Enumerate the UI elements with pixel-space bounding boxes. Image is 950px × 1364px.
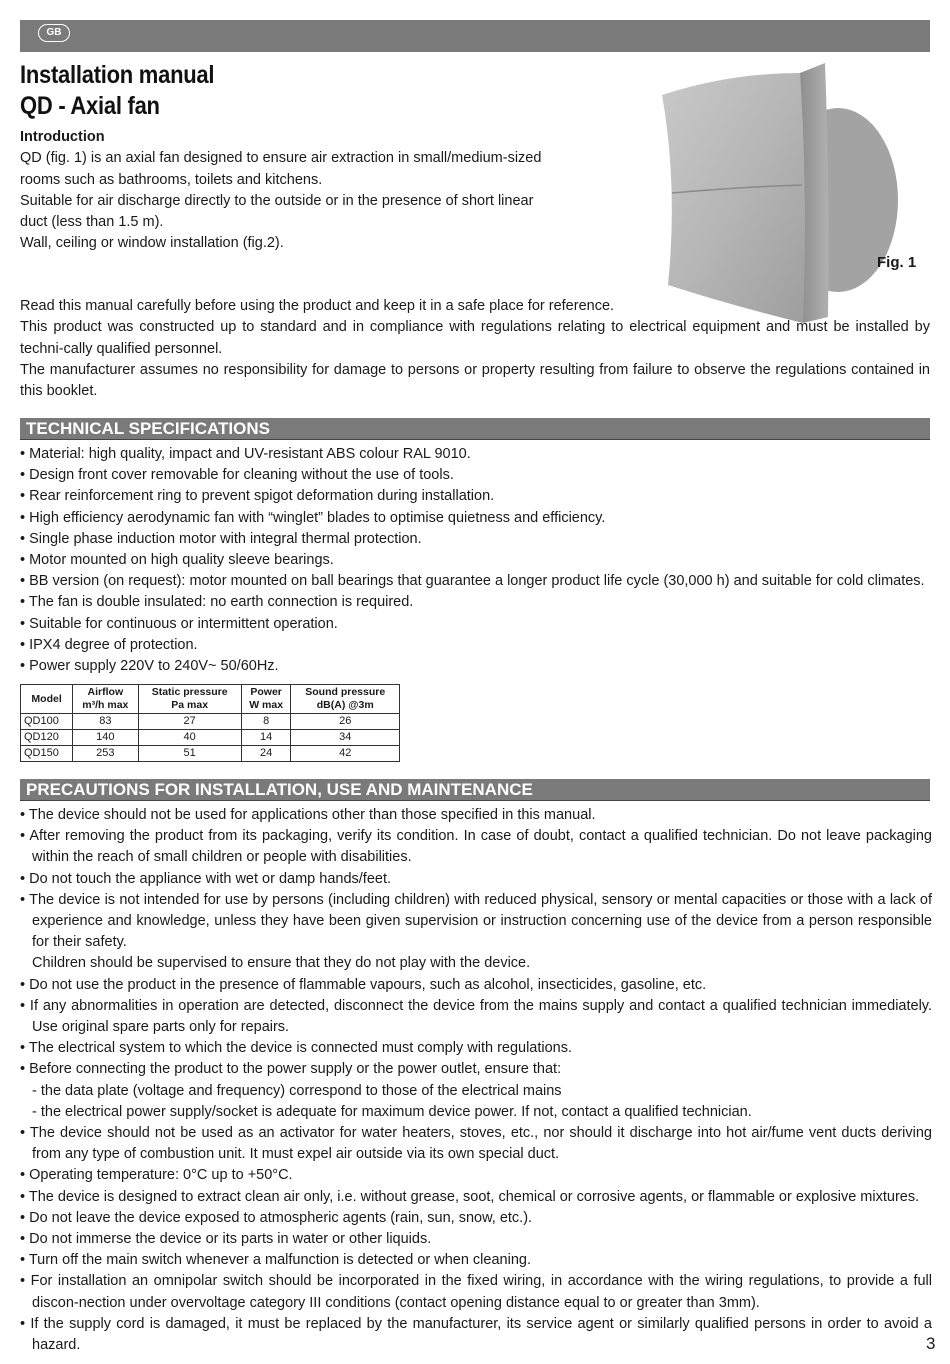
fan-product-image [650, 55, 930, 330]
specifications-table [20, 684, 400, 762]
precautions-list [20, 805, 932, 1356]
page-title [20, 60, 214, 122]
table-cell: 51 [138, 746, 241, 762]
list-item: • After removing the product from its packaging, verify its condition. In case of doubt, contact a qualified technician. Do not leave packaging within the reach of small children or people with disabilities. [20, 828, 932, 866]
language-header-bar [20, 20, 930, 52]
list-item: • Do not leave the device exposed to atmospheric agents (rain, sun, snow, etc.). [20, 1209, 533, 1226]
list-item: • For installation an omnipolar switch should be incorporated in the fixed wiring, in accordance with the wiring regulations, to provide a full discon-nection under overvoltage category III conditions (contact opening distance equal to or greater than 3mm). [20, 1273, 932, 1311]
list-item: • The device is designed to extract clean air only, i.e. without grease, soot, chemical or corrosive agents, or flammable or explosive mixtures. [20, 1188, 920, 1205]
table-cell: 8 [241, 714, 291, 730]
column-header: Sound pressure dB(A) @3m [291, 685, 400, 714]
column-header: Static pressure Pa max [138, 685, 241, 714]
list-item: • IPX4 degree of protection. [20, 636, 198, 653]
table-row [21, 714, 400, 730]
intro-line: duct (less than 1.5 m). [20, 214, 164, 231]
intro-line: Suitable for air discharge directly to the outside or in the presence of short linear [20, 192, 534, 209]
list-item: • The device should not be used as an activator for water heaters, stoves, etc., nor should it discharge into hot air/fume vent ducts deriving from any type of combustion unit. It must expel air outside via its own special duct. [20, 1125, 932, 1163]
language-badge: GB [38, 24, 70, 42]
paragraph: Read this manual carefully before using the product and keep it in a safe place for reference. [20, 298, 615, 314]
list-item: • BB version (on request): motor mounted on ball bearings that guarantee a longer product life cycle (30,000 h) and suitable for cold climates. [20, 573, 925, 590]
list-item: • Material: high quality, impact and UV-resistant ABS colour RAL 9010. [20, 446, 471, 462]
list-item: • The device should not be used for applications other than those specified in this manual. [20, 807, 596, 823]
list-item: • Single phase induction motor with integral thermal protection. [20, 530, 422, 547]
table-cell: 26 [291, 714, 400, 730]
list-item: • Do not use the product in the presence of flammable vapours, such as alcohol, insecticides, gasoline, etc. [20, 976, 707, 993]
table-row [21, 730, 400, 746]
list-item: • Before connecting the product to the power supply or the power outlet, ensure that: [20, 1061, 562, 1078]
table-cell: 27 [138, 714, 241, 730]
figure-label: Fig. 1 [877, 254, 917, 271]
title-line-2: QD - Axial fan [20, 92, 160, 120]
list-item: • Do not immerse the device or its parts in water or other liquids. [20, 1231, 432, 1248]
introduction-block [20, 127, 580, 255]
list-item: • The device is not intended for use by persons (including children) with reduced physical, sensory or mental capacities or those with a lack of experience and knowledge, unless they have been given supervision or instruction concerning use of the device from a person responsible for their safety. [20, 891, 932, 951]
intro-line: QD (fig. 1) is an axial fan designed to ensure air extraction in small/medium-sized [20, 150, 542, 167]
list-item: • Operating temperature: 0°C up to +50°C. [20, 1167, 293, 1184]
column-header: Airflow m³/h max [73, 685, 138, 714]
list-item: • If the supply cord is damaged, it must be replaced by the manufacturer, its service agent or similarly qualified persons in order to avoid a hazard. [20, 1315, 932, 1354]
list-item: • Design front cover removable for cleaning without the use of tools. [20, 467, 454, 484]
list-item: • If any abnormalities in operation are detected, disconnect the device from the mains supply and contact a qualified technician immediately. Use original spare parts only for repairs. [20, 997, 932, 1036]
table-cell: QD150 [21, 746, 73, 762]
paragraph: This product was constructed up to standard and in compliance with regulations relating to electrical equipment and must be installed by techni-cally qualified personnel. [20, 319, 930, 357]
list-item: • The electrical system to which the device is connected must comply with regulations. [20, 1040, 573, 1057]
list-item: • The fan is double insulated: no earth connection is required. [20, 594, 414, 611]
sub-list-item: - the data plate (voltage and frequency) correspond to those of the electrical mains [32, 1082, 562, 1099]
list-item: • Rear reinforcement ring to prevent spigot deformation during installation. [20, 488, 495, 505]
table-cell: 40 [138, 730, 241, 746]
sub-list-item: - the electrical power supply/socket is adequate for maximum device power. If not, contact a qualified technician. [32, 1103, 752, 1120]
title-line-1: Installation manual [20, 61, 215, 89]
table-header-row [21, 685, 400, 714]
table-cell: 24 [241, 746, 291, 762]
table-cell: QD120 [21, 730, 73, 746]
list-item: • Power supply 220V to 240V~ 50/60Hz. [20, 658, 279, 675]
table-cell: 42 [291, 746, 400, 762]
technical-specifications-list [20, 444, 932, 677]
table-cell: 140 [73, 730, 138, 746]
table-cell: 253 [73, 746, 138, 762]
technical-specifications-header: TECHNICAL SPECIFICATIONS [20, 418, 930, 440]
list-item: • High efficiency aerodynamic fan with “winglet” blades to optimise quietness and efficiency. [20, 509, 606, 526]
table-row [21, 746, 400, 762]
paragraph: The manufacturer assumes no responsibility for damage to persons or property resulting from failure to observe the regulations contained in this booklet. [20, 361, 930, 400]
table-cell: 83 [73, 714, 138, 730]
table-cell: 34 [291, 730, 400, 746]
list-item-continuation: Children should be supervised to ensure that they do not play with the device. [32, 955, 531, 972]
intro-line: Wall, ceiling or window installation (fig.2). [20, 235, 284, 252]
column-header: Power W max [241, 685, 291, 714]
list-item: • Motor mounted on high quality sleeve bearings. [20, 552, 334, 569]
precautions-header: PRECAUTIONS FOR INSTALLATION, USE AND MAINTENANCE [20, 779, 930, 801]
intro-line: rooms such as bathrooms, toilets and kitchens. [20, 171, 323, 188]
introduction-heading: Introduction [20, 129, 105, 145]
list-item: • Do not touch the appliance with wet or damp hands/feet. [20, 870, 392, 887]
table-cell: 14 [241, 730, 291, 746]
list-item: • Suitable for continuous or intermittent operation. [20, 615, 338, 632]
general-instructions [20, 296, 930, 402]
list-item: • Turn off the main switch whenever a malfunction is detected or when cleaning. [20, 1252, 531, 1269]
column-header: Model [21, 685, 73, 714]
page-number: 3 [926, 1334, 936, 1353]
table-cell: QD100 [21, 714, 73, 730]
